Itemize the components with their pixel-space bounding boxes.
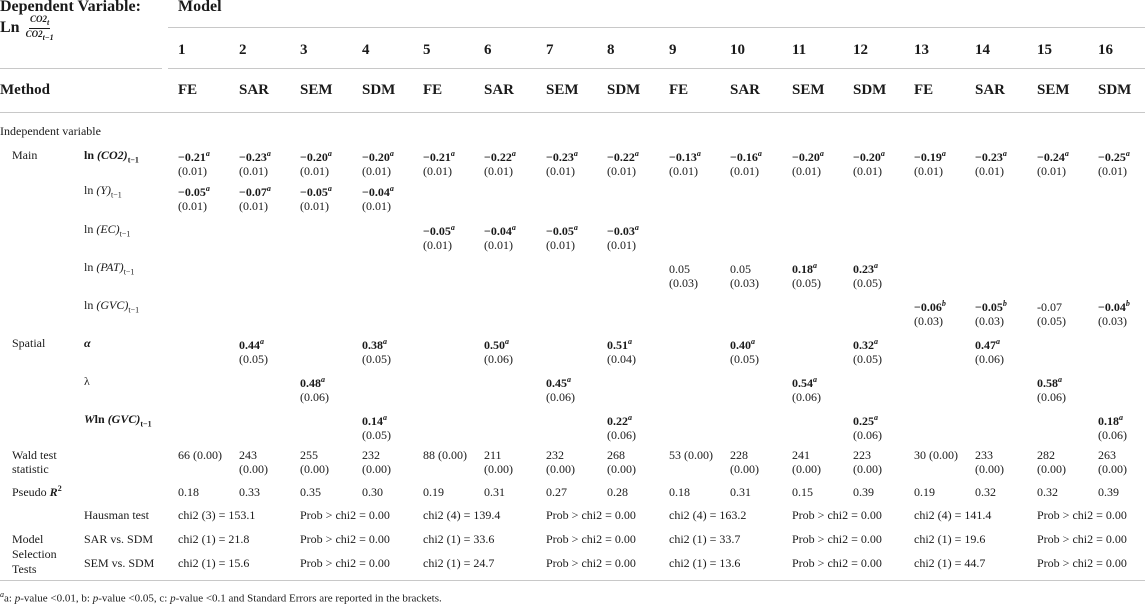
- wald-value: 53 (0.00): [669, 448, 713, 462]
- lambda-coef: 0.48$^a$: [300, 375, 325, 390]
- wald-value: 228: [730, 448, 748, 462]
- test-0-value-1: Prob > chi2 = 0.00: [300, 508, 390, 522]
- pseudo-r2-cell-4: 0.30: [362, 485, 383, 499]
- test-0-value-3: Prob > chi2 = 0.00: [546, 508, 636, 522]
- wald-value: 30 (0.00): [914, 448, 958, 462]
- alpha-coef: 0.50$^a$: [484, 337, 509, 352]
- method-2: SAR: [239, 82, 270, 98]
- ec-se: (0.01): [607, 238, 636, 252]
- gvc-coef: −0.05$^b$: [975, 299, 1007, 314]
- co2-coef: −0.20$^a$: [853, 149, 885, 164]
- method-14: SAR: [975, 82, 1006, 98]
- wald-cell-8: [607, 448, 636, 476]
- co2-cell-14: [975, 147, 1007, 178]
- method-7: SEM: [546, 82, 579, 98]
- pat-coef: 0.05: [730, 262, 751, 276]
- model-number-6: 6: [484, 42, 492, 58]
- co2-se: (0.01): [1037, 164, 1066, 178]
- ec-coef: −0.05$^a$: [423, 223, 455, 238]
- wgvc-cell-16: [1098, 411, 1127, 442]
- wald-pvalue: (0.00): [975, 462, 1004, 476]
- wald-cell-12: [853, 448, 882, 476]
- wald-pvalue: (0.00): [1098, 462, 1127, 476]
- model-number-10: 10: [730, 42, 745, 58]
- pseudo-r2-cell-3: 0.35: [300, 485, 321, 499]
- wgvc-coef: 0.14$^a$: [362, 413, 387, 428]
- model-number-15: 15: [1037, 42, 1052, 58]
- pseudo-r2-cell-15: 0.32: [1037, 485, 1058, 499]
- co2-cell-10: [730, 147, 762, 178]
- co2-se: (0.01): [914, 164, 943, 178]
- co2-ratio-fraction: $\frac{CO2_t}{CO2_{t-1}}$: [25, 14, 54, 42]
- lambda-coef: 0.54$^a$: [792, 375, 817, 390]
- co2-coef: −0.23$^a$: [546, 149, 578, 164]
- wgvc-coef: 0.22$^a$: [607, 413, 632, 428]
- pat-cell-11: [792, 259, 821, 290]
- wald-cell-7: [546, 448, 575, 476]
- lambda-cell-15: [1037, 373, 1066, 404]
- co2-coef: −0.20$^a$: [792, 149, 824, 164]
- co2-se: (0.01): [1098, 164, 1127, 178]
- co2-cell-2: [239, 147, 271, 178]
- var-ln-pat: $\ln (PAT)_{t-1}$: [84, 260, 135, 277]
- wald-value: 255: [300, 448, 318, 462]
- wald-value: 88 (0.00): [423, 448, 467, 462]
- pat-coef: 0.18$^a$: [792, 261, 817, 276]
- alpha-coef: 0.44$^a$: [239, 337, 264, 352]
- gvc-se: (0.03): [1098, 314, 1127, 328]
- var-ln-y: $\ln (Y)_{t-1}$: [84, 183, 122, 200]
- wald-pvalue: (0.00): [362, 462, 391, 476]
- method-8: SDM: [607, 82, 641, 98]
- alpha-cell-6: [484, 335, 513, 366]
- wgvc-coef: 0.25$^a$: [853, 413, 878, 428]
- y-se: (0.01): [239, 199, 268, 213]
- wald-value: 243: [239, 448, 257, 462]
- wald-pvalue: (0.00): [546, 462, 575, 476]
- model-number-4: 4: [362, 42, 370, 58]
- var-w-ln-gvc: Wln $(GVC)_{t-1}$: [84, 412, 152, 429]
- test-2-value-0: chi2 (1) = 15.6: [178, 556, 250, 570]
- alpha-coef: 0.47$^a$: [975, 337, 1000, 352]
- test-0-value-2: chi2 (4) = 139.4: [423, 508, 501, 522]
- var-ln-ec: $\ln (EC)_{t-1}$: [84, 222, 131, 239]
- sar-vs-sdm-label: SAR vs. SDM: [84, 532, 154, 546]
- model-underline: [168, 27, 1145, 28]
- wald-value: 232: [546, 448, 564, 462]
- co2-coef: −0.21$^a$: [178, 149, 210, 164]
- lambda-cell-7: [546, 373, 575, 404]
- wald-value: 233: [975, 448, 993, 462]
- lambda-se: (0.06): [300, 390, 329, 404]
- wald-cell-13: [914, 448, 958, 462]
- wgvc-cell-12: [853, 411, 882, 442]
- var-lambda: λ: [84, 374, 90, 388]
- co2-coef: −0.22$^a$: [607, 149, 639, 164]
- model-selection-tests-label: Model Selection Tests: [12, 532, 57, 576]
- co2-cell-16: [1098, 147, 1130, 178]
- co2-cell-7: [546, 147, 578, 178]
- wald-pvalue: (0.00): [239, 462, 268, 476]
- ec-cell-7: [546, 221, 578, 252]
- gvc-cell-16: [1098, 297, 1130, 328]
- ec-se: (0.01): [546, 238, 575, 252]
- ec-cell-8: [607, 221, 639, 252]
- model-number-8: 8: [607, 42, 615, 58]
- test-2-value-7: Prob > chi2 = 0.00: [1037, 556, 1127, 570]
- co2-se: (0.01): [362, 164, 391, 178]
- ec-cell-5: [423, 221, 455, 252]
- wald-value: 241: [792, 448, 810, 462]
- y-se: (0.01): [178, 199, 207, 213]
- y-se: (0.01): [300, 199, 329, 213]
- model-number-14: 14: [975, 42, 990, 58]
- pat-coef: 0.23$^a$: [853, 261, 878, 276]
- co2-se: (0.01): [607, 164, 636, 178]
- var-ln-gvc: $\ln (GVC)_{t-1}$: [84, 298, 140, 315]
- model-number-3: 3: [300, 42, 308, 58]
- pseudo-r2-cell-10: 0.31: [730, 485, 751, 499]
- wald-cell-6: [484, 448, 513, 476]
- wald-pvalue: (0.00): [484, 462, 513, 476]
- alpha-cell-4: [362, 335, 391, 366]
- hausman-test-label: Hausman test: [84, 508, 149, 522]
- wald-cell-2: [239, 448, 268, 476]
- gvc-se: (0.03): [975, 314, 1004, 328]
- wald-value: 268: [607, 448, 625, 462]
- wald-pvalue: (0.00): [792, 462, 821, 476]
- method-9: FE: [669, 82, 689, 98]
- co2-cell-1: [178, 147, 210, 178]
- dependent-variable-formula: Ln $\frac{CO2_t}{CO2_{t-1}}$: [0, 14, 54, 42]
- co2-cell-12: [853, 147, 885, 178]
- test-2-value-3: Prob > chi2 = 0.00: [546, 556, 636, 570]
- pseudo-r2-cell-6: 0.31: [484, 485, 505, 499]
- var-alpha: α: [84, 336, 91, 350]
- alpha-cell-10: [730, 335, 759, 366]
- y-cell-2: [239, 182, 271, 213]
- co2-se: (0.01): [792, 164, 821, 178]
- co2-coef: −0.19$^a$: [914, 149, 946, 164]
- alpha-cell-12: [853, 335, 882, 366]
- gvc-cell-15: [1037, 297, 1066, 328]
- wald-value: 232: [362, 448, 380, 462]
- lambda-cell-3: [300, 373, 329, 404]
- test-0-value-0: chi2 (3) = 153.1: [178, 508, 256, 522]
- wald-test-label: Wald test statistic: [12, 448, 57, 476]
- alpha-se: (0.06): [975, 352, 1004, 366]
- lambda-coef: 0.45$^a$: [546, 375, 571, 390]
- model-number-12: 12: [853, 42, 868, 58]
- alpha-coef: 0.51$^a$: [607, 337, 632, 352]
- wald-cell-16: [1098, 448, 1127, 476]
- wgvc-coef: 0.18$^a$: [1098, 413, 1123, 428]
- method-15: SEM: [1037, 82, 1070, 98]
- pseudo-r2-cell-9: 0.18: [669, 485, 690, 499]
- gvc-coef: -0.07: [1037, 300, 1062, 314]
- co2-se: (0.01): [730, 164, 759, 178]
- method-4: SDM: [362, 82, 396, 98]
- test-2-value-1: Prob > chi2 = 0.00: [300, 556, 390, 570]
- alpha-se: (0.04): [607, 352, 636, 366]
- wald-cell-4: [362, 448, 391, 476]
- pseudo-r2-cell-8: 0.28: [607, 485, 628, 499]
- alpha-se: (0.05): [362, 352, 391, 366]
- wald-cell-9: [669, 448, 713, 462]
- co2-cell-3: [300, 147, 332, 178]
- test-2-value-2: chi2 (1) = 24.7: [423, 556, 495, 570]
- co2-coef: −0.23$^a$: [975, 149, 1007, 164]
- model-number-11: 11: [792, 42, 807, 58]
- wald-value: 66 (0.00): [178, 448, 222, 462]
- lambda-se: (0.06): [1037, 390, 1066, 404]
- co2-se: (0.01): [178, 164, 207, 178]
- y-cell-1: [178, 182, 210, 213]
- co2-coef: −0.13$^a$: [669, 149, 701, 164]
- pat-cell-10: [730, 259, 759, 290]
- pseudo-r2-cell-2: 0.33: [239, 485, 260, 499]
- co2-coef: −0.16$^a$: [730, 149, 762, 164]
- method-label: Method: [0, 82, 50, 98]
- gvc-cell-14: [975, 297, 1007, 328]
- wald-value: 282: [1037, 448, 1055, 462]
- wald-pvalue: (0.00): [300, 462, 329, 476]
- pseudo-r2-cell-14: 0.32: [975, 485, 996, 499]
- pseudo-r2-cell-16: 0.39: [1098, 485, 1119, 499]
- model-number-1: 1: [178, 42, 186, 58]
- pseudo-r2-cell-1: 0.18: [178, 485, 199, 499]
- method-1: FE: [178, 82, 198, 98]
- pseudo-r2-cell-11: 0.15: [792, 485, 813, 499]
- gvc-coef: −0.04$^b$: [1098, 299, 1130, 314]
- model-header: Model: [178, 0, 222, 15]
- wgvc-se: (0.05): [362, 428, 391, 442]
- alpha-se: (0.05): [730, 352, 759, 366]
- number-row-rule: [168, 68, 1145, 69]
- wgvc-se: (0.06): [853, 428, 882, 442]
- co2-coef: −0.20$^a$: [300, 149, 332, 164]
- wald-cell-5: [423, 448, 467, 462]
- ec-coef: −0.05$^a$: [546, 223, 578, 238]
- pat-cell-12: [853, 259, 882, 290]
- ec-coef: −0.03$^a$: [607, 223, 639, 238]
- alpha-cell-14: [975, 335, 1004, 366]
- co2-coef: −0.20$^a$: [362, 149, 394, 164]
- alpha-cell-8: [607, 335, 636, 366]
- number-row-rule-left: [0, 68, 162, 69]
- co2-cell-5: [423, 147, 455, 178]
- alpha-cell-2: [239, 335, 268, 366]
- pat-se: (0.03): [730, 276, 759, 290]
- y-coef: −0.04$^a$: [362, 184, 394, 199]
- co2-coef: −0.21$^a$: [423, 149, 455, 164]
- ec-se: (0.01): [423, 238, 452, 252]
- co2-coef: −0.24$^a$: [1037, 149, 1069, 164]
- model-number-9: 9: [669, 42, 677, 58]
- wald-value: 263: [1098, 448, 1116, 462]
- y-se: (0.01): [362, 199, 391, 213]
- var-ln-co2: $\ln (CO2)_{t-1}$: [84, 148, 139, 165]
- co2-se: (0.01): [239, 164, 268, 178]
- pseudo-r2-label: Pseudo $R^2$: [12, 484, 62, 499]
- co2-cell-6: [484, 147, 516, 178]
- ec-cell-6: [484, 221, 516, 252]
- ec-coef: −0.04$^a$: [484, 223, 516, 238]
- co2-coef: −0.25$^a$: [1098, 149, 1130, 164]
- alpha-se: (0.05): [239, 352, 268, 366]
- co2-cell-13: [914, 147, 946, 178]
- alpha-se: (0.05): [853, 352, 882, 366]
- test-1-value-1: Prob > chi2 = 0.00: [300, 532, 390, 546]
- lambda-se: (0.06): [792, 390, 821, 404]
- pseudo-r2-cell-13: 0.19: [914, 485, 935, 499]
- wgvc-cell-4: [362, 411, 391, 442]
- lambda-cell-11: [792, 373, 821, 404]
- co2-se: (0.01): [669, 164, 698, 178]
- bottom-rule: [0, 580, 1145, 581]
- pseudo-r2-cell-7: 0.27: [546, 485, 567, 499]
- gvc-se: (0.03): [914, 314, 943, 328]
- wald-pvalue: (0.00): [607, 462, 636, 476]
- wald-cell-1: [178, 448, 222, 462]
- test-1-value-2: chi2 (1) = 33.6: [423, 532, 495, 546]
- test-0-value-5: Prob > chi2 = 0.00: [792, 508, 882, 522]
- wald-pvalue: (0.00): [1037, 462, 1066, 476]
- y-coef: −0.05$^a$: [300, 184, 332, 199]
- test-2-value-6: chi2 (1) = 44.7: [914, 556, 986, 570]
- model-number-16: 16: [1098, 42, 1113, 58]
- wald-pvalue: (0.00): [730, 462, 759, 476]
- co2-se: (0.01): [546, 164, 575, 178]
- method-5: FE: [423, 82, 443, 98]
- test-0-value-6: chi2 (4) = 141.4: [914, 508, 992, 522]
- pat-se: (0.05): [792, 276, 821, 290]
- y-cell-3: [300, 182, 332, 213]
- wald-value: 211: [484, 448, 502, 462]
- wgvc-se: (0.06): [607, 428, 636, 442]
- test-1-value-3: Prob > chi2 = 0.00: [546, 532, 636, 546]
- co2-cell-11: [792, 147, 824, 178]
- test-1-value-0: chi2 (1) = 21.8: [178, 532, 250, 546]
- co2-cell-15: [1037, 147, 1069, 178]
- wgvc-cell-8: [607, 411, 636, 442]
- co2-se: (0.01): [484, 164, 513, 178]
- wald-pvalue: (0.00): [853, 462, 882, 476]
- co2-coef: −0.23$^a$: [239, 149, 271, 164]
- method-12: SDM: [853, 82, 887, 98]
- test-1-value-4: chi2 (1) = 33.7: [669, 532, 741, 546]
- wgvc-se: (0.06): [1098, 428, 1127, 442]
- gvc-se: (0.05): [1037, 314, 1066, 328]
- lambda-coef: 0.58$^a$: [1037, 375, 1062, 390]
- method-6: SAR: [484, 82, 515, 98]
- pseudo-r2-cell-12: 0.39: [853, 485, 874, 499]
- pseudo-r2-cell-5: 0.19: [423, 485, 444, 499]
- co2-cell-4: [362, 147, 394, 178]
- main-section-label: Main: [12, 148, 38, 162]
- co2-cell-8: [607, 147, 639, 178]
- wald-value: 223: [853, 448, 871, 462]
- model-number-7: 7: [546, 42, 554, 58]
- y-coef: −0.05$^a$: [178, 184, 210, 199]
- test-0-value-7: Prob > chi2 = 0.00: [1037, 508, 1127, 522]
- method-3: SEM: [300, 82, 333, 98]
- gvc-coef: −0.06$^b$: [914, 299, 946, 314]
- pat-coef: 0.05: [669, 262, 690, 276]
- method-16: SDM: [1098, 82, 1132, 98]
- co2-se: (0.01): [853, 164, 882, 178]
- y-coef: −0.07$^a$: [239, 184, 271, 199]
- test-2-value-5: Prob > chi2 = 0.00: [792, 556, 882, 570]
- alpha-se: (0.06): [484, 352, 513, 366]
- test-1-value-7: Prob > chi2 = 0.00: [1037, 532, 1127, 546]
- co2-cell-9: [669, 147, 701, 178]
- pat-se: (0.05): [853, 276, 882, 290]
- spatial-section-label: Spatial: [12, 336, 46, 350]
- co2-se: (0.01): [975, 164, 1004, 178]
- pat-se: (0.03): [669, 276, 698, 290]
- gvc-cell-13: [914, 297, 946, 328]
- test-2-value-4: chi2 (1) = 13.6: [669, 556, 741, 570]
- method-10: SAR: [730, 82, 761, 98]
- test-1-value-6: chi2 (1) = 19.6: [914, 532, 986, 546]
- test-1-value-5: Prob > chi2 = 0.00: [792, 532, 882, 546]
- sem-vs-sdm-label: SEM vs. SDM: [84, 556, 155, 570]
- co2-se: (0.01): [423, 164, 452, 178]
- wald-cell-14: [975, 448, 1004, 476]
- wald-cell-3: [300, 448, 329, 476]
- method-11: SEM: [792, 82, 825, 98]
- model-number-13: 13: [914, 42, 929, 58]
- alpha-coef: 0.40$^a$: [730, 337, 755, 352]
- co2-coef: −0.22$^a$: [484, 149, 516, 164]
- wald-cell-11: [792, 448, 821, 476]
- model-number-2: 2: [239, 42, 247, 58]
- y-cell-4: [362, 182, 394, 213]
- lambda-se: (0.06): [546, 390, 575, 404]
- dependent-variable-label: Dependent Variable:: [0, 0, 141, 15]
- alpha-coef: 0.38$^a$: [362, 337, 387, 352]
- model-number-5: 5: [423, 42, 431, 58]
- method-row-rule: [0, 112, 1145, 113]
- wald-cell-15: [1037, 448, 1066, 476]
- wald-cell-10: [730, 448, 759, 476]
- footnote: $^a$a: p-value <0.01, b: p-value <0.05, c: p-value <0.1 and Standard Errors are reported in the brackets.: [0, 590, 442, 605]
- ec-se: (0.01): [484, 238, 513, 252]
- test-0-value-4: chi2 (4) = 163.2: [669, 508, 747, 522]
- method-13: FE: [914, 82, 934, 98]
- independent-variable-label: Independent variable: [0, 124, 101, 138]
- alpha-coef: 0.32$^a$: [853, 337, 878, 352]
- co2-se: (0.01): [300, 164, 329, 178]
- pat-cell-9: [669, 259, 698, 290]
